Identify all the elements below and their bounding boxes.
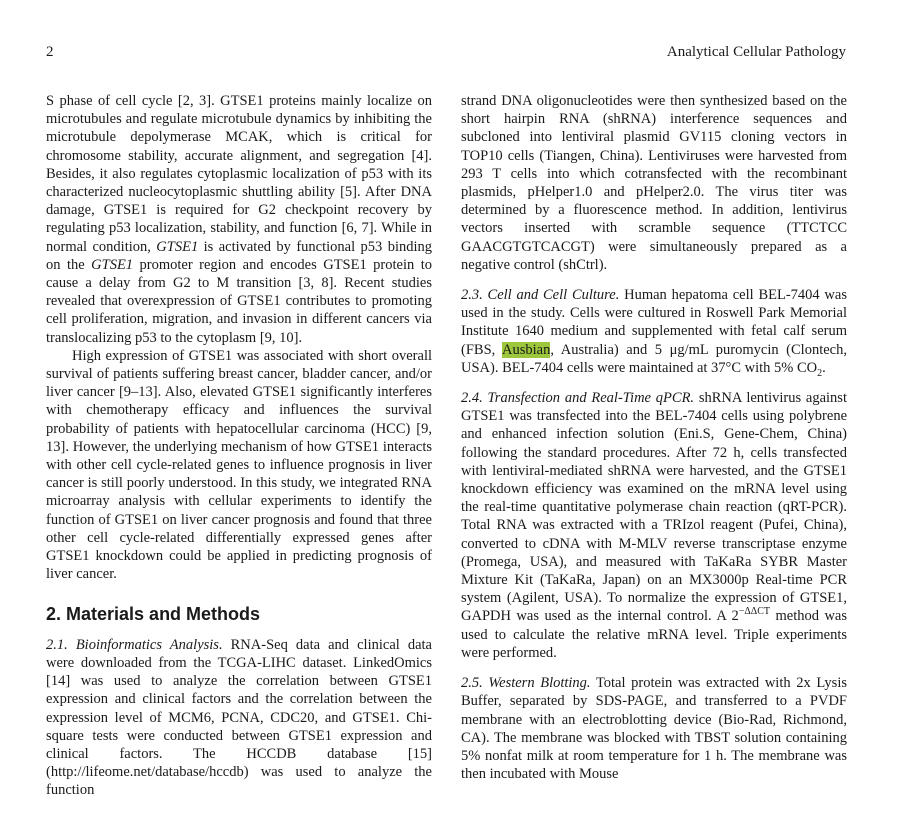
section-2-5: 2.5. Western Blotting. Total protein was extracted with 2x Lysis Buffer, separated by SDS-PAGE, and transferred to a PVDF membrane with an electroblotting device (Bio-Rad, Richmond, CA). The membrane was blocked with TBST solution containing 5% nonfat milk at room temperature for 1 h. The membrane was then incubated with Mouse [461,675,847,783]
section-2-4: 2.4. Transfection and Real-Time qPCR. shRNA lentivirus against GTSE1 was transfected into the BEL-7404 cells using polybrene and enhanced infection solution (Eni.S, Gene-Chem, China) following the standard procedures. After 72 h, cells transfected with lentiviral-mediated shRNA were harvested, and the GTSE1 knockdown efficiency was examined on the mRNA level using the real-time quantitative polymerase chain reaction (qRT-PCR). Total RNA was extracted with a TRIzol reagent (Pufei, China), converted to cDNA with M-MLV reverse transcriptase enzyme (Promega, USA), and measured with TaKaRa SYBR Master Mixture Kit (TaKaRa, Japan) on an MX3000p Real-time PCR system (Agilent, USA). To normalize the expression of GTSE1, GAPDH was used as the internal control. A $2^{-\Delta\Delta CT}$ method was used to calculate the relative mRNA level. Triple experiments were performed. [461,390,847,661]
journal-title: Analytical Cellular Pathology [666,44,846,60]
subsection-title: 2.5. Western Blotting. [461,675,591,692]
shrna-paragraph: strand DNA oligonucleotides were then synthesized based on the short hairpin RNA (shRNA) interference sequences and subcloned into lentiviral plasmid GV115 cloning vectors in TOP10 cells (Tiangen, China). Lentiviruses were harvested from 293 T cells into which cotransfected with the recombinant plasmids, pHelper1.0 and pHelper2.0. The virus titer was determined by a fluorescence method. In addition, lentivirus vectors inserted with scramble sequence (TTCTCC GAACGTGTCACGT) were simultaneously prepared as a negative control (shCtrl). [461,93,847,273]
section-2-1: 2.1. Bioinformatics Analysis. RNA-Seq data and clinical data were downloaded from the TCGA-LIHC dataset. LinkedOmics [14] was used to analyze the correlation between GTSE1 expression and clinical factors and the correlation between the expression level of MCM6, PCNA, CDC20, and GTSE1. Chi-square tests were conducted between GTSE1 expression and clinical factors. The HCCDB database [15] (http://lifeome.net/database/hccdb) was used to analyze the function [46,636,432,799]
section-2-3: 2.3. Cell and Cell Culture. Human hepatoma cell BEL-7404 was used in the study. Cells were cultured in Roswell Park Memorial Institute 1640 medium and supplemented with fetal calf serum (FBS, Ausbian, Australia) and 5 μg/mL puromycin (Clontech, USA). BEL-7404 cells were maintained at 37°C with 5% $CO_2$. [461,287,847,379]
subsection-title: 2.4. Transfection and Real-Time qPCR. [461,390,695,407]
intro-paragraph-1: S phase of cell cycle [2, 3]. GTSE1 proteins mainly localize on microtubules and regulate microtubule dynamics by inhibiting the microtubule depolymerase MCAK, which is critical for chromosome stability, accurate alignment, and segregation [4]. Besides, it also regulates cytoplasmic localization of p53 with its characterized nucleocytoplasmic shuttling ability [5]. After DNA damage, GTSE1 is required for G2 checkpoint recovery by regulating p53 localization, stability, and function [6, 7]. While in normal condition, GTSE1 is activated by functional p53 binding on the GTSE1 promoter region and encodes GTSE1 protein to cause a delay from G2 to M transition [3, 8]. Recent studies revealed that overexpression of GTSE1 contributes to promoting cell proliferation, migration, and invasion in different cancers via translocalizing p53 to the cytoplasm [9, 10]. [46,93,433,346]
highlighted-text: Ausbian [502,341,551,358]
left-column [46,92,432,800]
intro-paragraph-2: High expression of GTSE1 was associated with short overall survival of patients suffering breast cancer, bladder cancer, and/or liver cancer [9–13]. Also, elevated GTSE1 significantly interferes with chemotherapy efficacy and influences the survival probability of patients with hepatocellular carcinoma (HCC) [9, 13]. However, the underlying mechanism of how GTSE1 interacts with other cell cycle-related genes to influence prognosis in liver cancer is still poorly understood. In this study, we integrated RNA microarray analysis with cellular experiments to identify the function of GTSE1 on liver cancer prognosis and found that three other cell cycle-related differentially expressed genes after GTSE1 knockdown could be applied in predicting prognosis of liver cancer. [46,347,432,583]
page-number: 2 [46,44,54,60]
subsection-title: 2.1. Bioinformatics Analysis. [46,636,223,653]
subsection-title: 2.3. Cell and Cell Culture. [461,287,620,304]
page-header [46,44,846,66]
section-title: 2. Materials and Methods [46,604,261,625]
right-column [461,92,847,783]
